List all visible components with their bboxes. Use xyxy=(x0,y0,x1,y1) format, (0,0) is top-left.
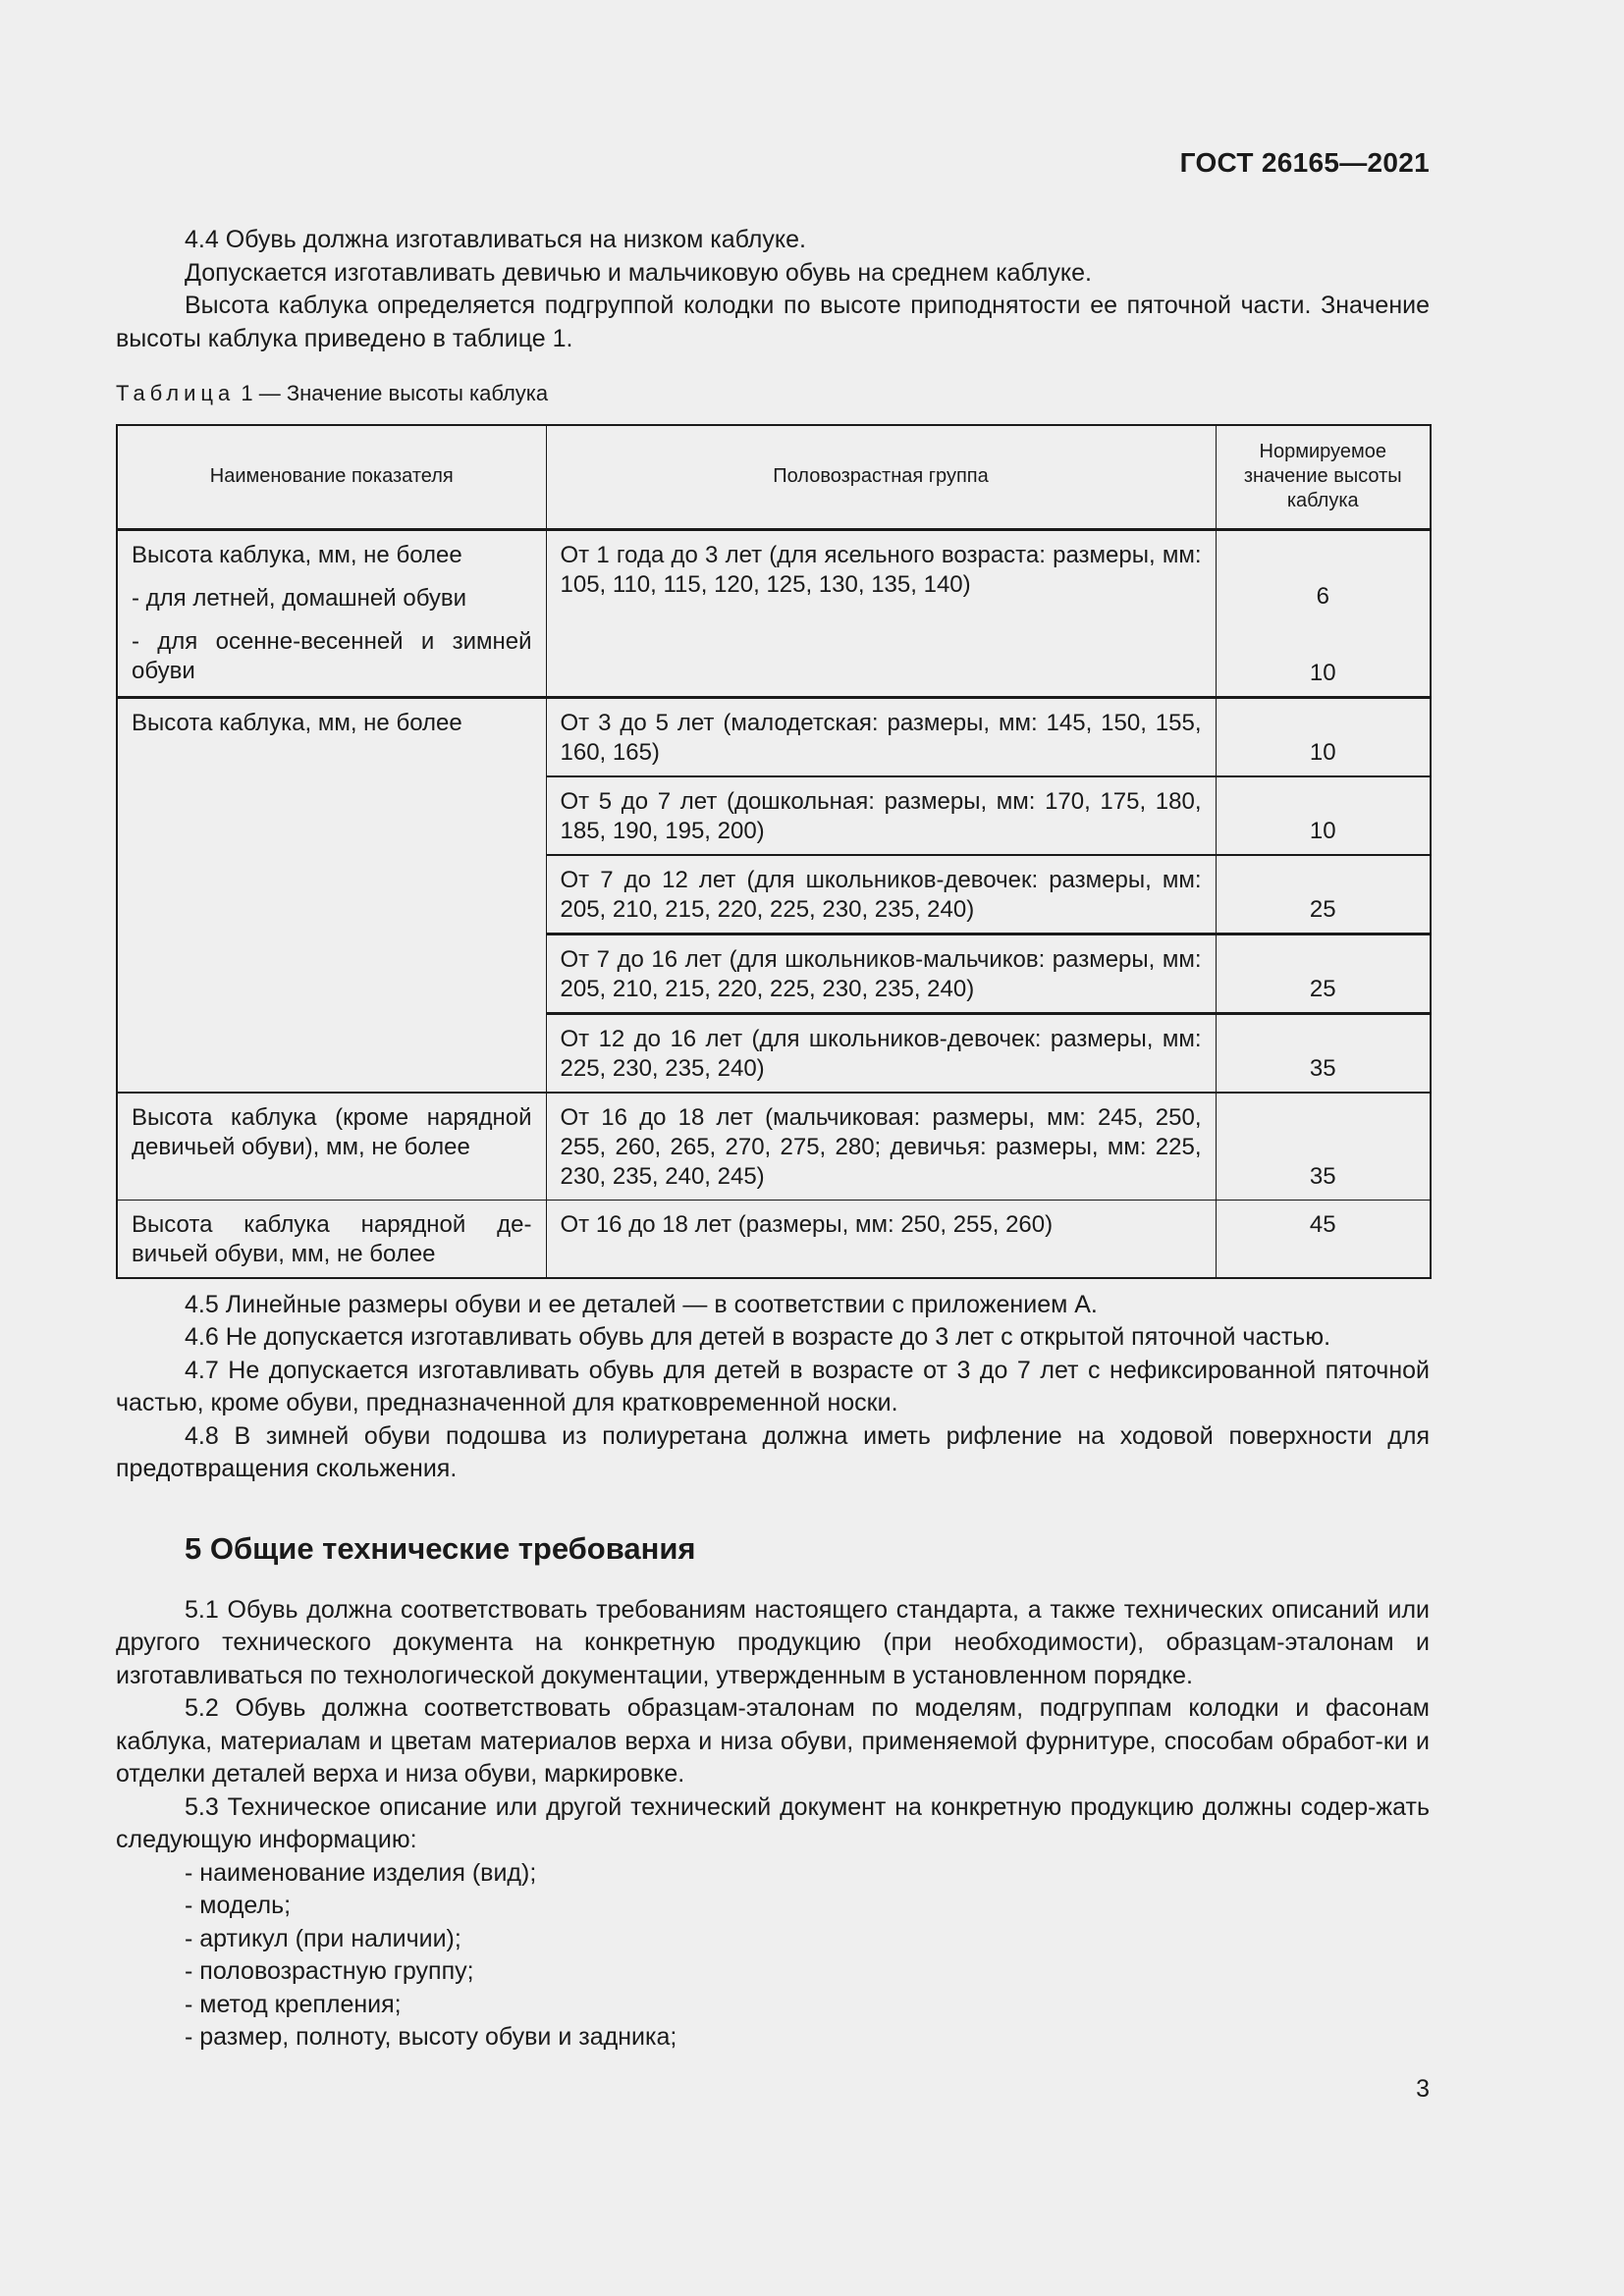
table-row xyxy=(117,1200,1431,1278)
paragraph-5-3: 5.3 Техническое описание или другой технический документ на конкретную продукцию должны содер-жать следующую информацию: xyxy=(116,1792,1430,1853)
list-item: - размер, полноту, высоту обуви и задника; xyxy=(185,2021,1430,2055)
row4-age-group: От 16 до 18 лет (размеры, мм: 250, 255, 260) xyxy=(546,1200,1216,1278)
row1-value-summer: 6 xyxy=(1316,582,1329,610)
row1-name: Высота каблука, мм, не более xyxy=(132,541,462,568)
table-row xyxy=(117,697,1431,776)
row1-value-winter: 10 xyxy=(1309,659,1336,686)
paragraph-4-5: 4.5 Линейные размеры обуви и ее деталей — в соответствии с приложением А. xyxy=(185,1290,1098,1318)
row2-value: 25 xyxy=(1216,934,1431,1013)
row2-age-group: От 7 до 16 лет (для школьников-мальчиков: размеры, мм: 205, 210, 215, 220, 225, 230, 235, 240) xyxy=(546,934,1216,1013)
row4-indicator: Высота каблука нарядной де-вичьей обуви, мм, не более xyxy=(117,1200,546,1278)
table-header-row xyxy=(117,425,1431,530)
row2-value: 10 xyxy=(1216,697,1431,776)
row3-age-group: От 16 до 18 лет (мальчиковая: размеры, мм: 245, 250, 255, 260, 265, 270, 275, 280; девичья: размеры, мм: 225, 230, 235, 240, 245) xyxy=(546,1093,1216,1201)
paragraph-4-8: 4.8 В зимней обуви подошва из полиуретана должна иметь рифление на ходовой поверхности для предотвращения скольжения. xyxy=(116,1421,1430,1482)
row1-sub-winter: - для осенне-весенней и зимней обуви xyxy=(132,627,532,684)
row3-indicator: Высота каблука (кроме нарядной девичьей обуви), мм, не более xyxy=(117,1093,546,1201)
row2-age-group: От 5 до 7 лет (дошкольная: размеры, мм: 170, 175, 180, 185, 190, 195, 200) xyxy=(546,776,1216,855)
table-caption xyxy=(116,377,1430,410)
paragraph-4-4-cont: Допускается изготавливать девичью и мальчиковую обувь на среднем каблуке. xyxy=(185,258,1092,287)
row1-values xyxy=(1216,529,1431,697)
row2-value: 10 xyxy=(1216,776,1431,855)
paragraph-4-4: 4.4 Обувь должна изготавливаться на низком каблуке. xyxy=(185,226,806,253)
paragraph-4-6: 4.6 Не допускается изготавливать обувь для детей в возрасте до 3 лет с открытой пяточной частью. xyxy=(185,1323,1331,1351)
header-age-group: Половозрастная группа xyxy=(546,425,1216,530)
list-item: - метод крепления; xyxy=(185,1989,1430,2022)
heel-height-table xyxy=(116,424,1432,1279)
row1-sub-summer: - для летней, домашней обуви xyxy=(132,584,467,612)
list-item: - половозрастную группу; xyxy=(185,1955,1430,1989)
table-caption-label: Таблица xyxy=(116,381,236,405)
section-5-title: 5 Общие технические требования xyxy=(185,1530,696,1566)
row4-value: 45 xyxy=(1216,1200,1431,1278)
list-item: - наименование изделия (вид); xyxy=(185,1857,1430,1891)
paragraphs-4-5-to-4-8 xyxy=(116,1289,1430,1486)
paragraph-5-2: 5.2 Обувь должна соответствовать образцам-эталонам по моделям, подгруппам колодки и фасонам каблука, материалам и цветам материалов верха и низа обуви, применяемой фурнитуре, способам обработ-ки и отделки деталей верха и низа обуви, маркировке. xyxy=(116,1694,1430,1788)
paragraph-4-7: 4.7 Не допускается изготавливать обувь для детей в возрасте от 3 до 7 лет с нефиксированной пяточной частью, кроме обуви, предназначенной для кратковременной носки. xyxy=(116,1356,1430,1416)
list-item: - модель; xyxy=(185,1890,1430,1923)
page-number: 3 xyxy=(1416,2075,1430,2103)
row2-age-group: От 7 до 12 лет (для школьников-девочек: размеры, мм: 205, 210, 215, 220, 225, 230, 235, 240) xyxy=(546,855,1216,934)
paragraph-5-1: 5.1 Обувь должна соответствовать требованиям настоящего стандарта, а также технических описаний или другого технического документа на конкретную продукцию (при необходимости), образцам-эталонам и изготавливаться по технологической документации, утвержденным в установленном порядке. xyxy=(116,1595,1430,1689)
paragraph-4-4-height: Высота каблука определяется подгруппой колодки по высоте приподнятости ее пяточной части. Значение высоты каблука приведено в таблице 1. xyxy=(116,292,1430,352)
header-norm-value: Нормируемое значение высоты каблука xyxy=(1216,425,1431,530)
list-item: - артикул (при наличии); xyxy=(185,1923,1430,1956)
page-content xyxy=(116,224,1430,2055)
row2-value: 25 xyxy=(1216,855,1431,934)
requirements-list xyxy=(116,1857,1430,2055)
row1-indicator xyxy=(117,529,546,697)
row2-age-group: От 3 до 5 лет (малодетская: размеры, мм: 145, 150, 155, 160, 165) xyxy=(546,697,1216,776)
row3-value: 35 xyxy=(1216,1093,1431,1201)
header-indicator: Наименование показателя xyxy=(117,425,546,530)
table-row xyxy=(117,1093,1431,1201)
document-number: ГОСТ 26165—2021 xyxy=(1179,147,1430,178)
row2-value: 35 xyxy=(1216,1013,1431,1093)
table-row xyxy=(117,529,1431,697)
row2-indicator: Высота каблука, мм, не более xyxy=(117,697,546,1093)
row2-age-group: От 12 до 16 лет (для школьников-девочек: размеры, мм: 225, 230, 235, 240) xyxy=(546,1013,1216,1093)
table-caption-text: 1 — Значение высоты каблука xyxy=(235,381,549,405)
row1-age-group: От 1 года до 3 лет (для ясельного возраста: размеры, мм: 105, 110, 115, 120, 125, 130, 135, 140) xyxy=(546,529,1216,697)
